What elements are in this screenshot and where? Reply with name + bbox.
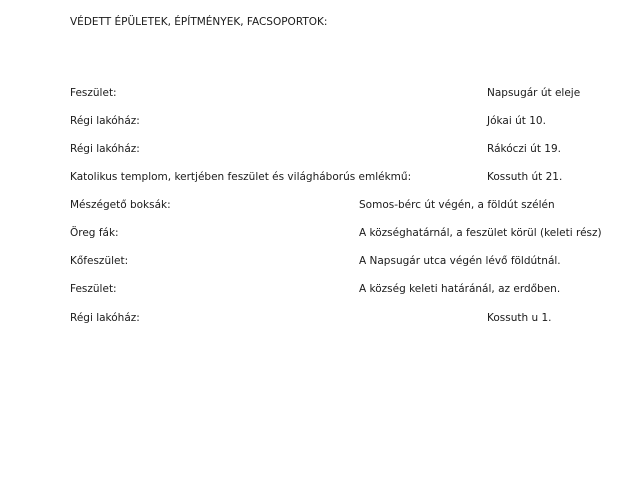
list-item — [0, 115, 642, 129]
item-label: Régi lakóház: — [70, 143, 140, 155]
document-heading: VÉDETT ÉPÜLETEK, ÉPÍTMÉNYEK, FACSOPORTOK: — [70, 16, 328, 28]
item-label: Régi lakóház: — [70, 312, 140, 324]
item-location: Somos-bérc út végén, a földút szélén — [359, 199, 555, 211]
list-item — [0, 312, 642, 326]
item-location: Kossuth u 1. — [487, 312, 552, 324]
item-location: Rákóczi út 19. — [487, 143, 561, 155]
item-label: Régi lakóház: — [70, 115, 140, 127]
item-label: Kőfeszület: — [70, 255, 129, 267]
item-location: Kossuth út 21. — [487, 171, 563, 183]
item-label: Mészégető boksák: — [70, 199, 171, 211]
list-item — [0, 171, 642, 185]
item-location: Napsugár út eleje — [487, 87, 581, 99]
item-label: Katolikus templom, kertjében feszület és világháborús emlékmű: — [70, 171, 412, 183]
item-location: A község keleti határánál, az erdőben. — [359, 283, 561, 295]
list-item — [0, 199, 642, 213]
item-location: Jókai út 10. — [487, 115, 546, 127]
list-item — [0, 143, 642, 157]
item-label: Feszület: — [70, 87, 117, 99]
item-label: Öreg fák: — [70, 227, 119, 239]
list-item — [0, 283, 642, 297]
list-item — [0, 227, 642, 241]
item-location: A községhatárnál, a feszület körül (keleti rész) — [359, 227, 602, 239]
item-label: Feszület: — [70, 283, 117, 295]
list-item — [0, 87, 642, 101]
item-location: A Napsugár utca végén lévő földútnál. — [359, 255, 561, 267]
list-item — [0, 255, 642, 269]
